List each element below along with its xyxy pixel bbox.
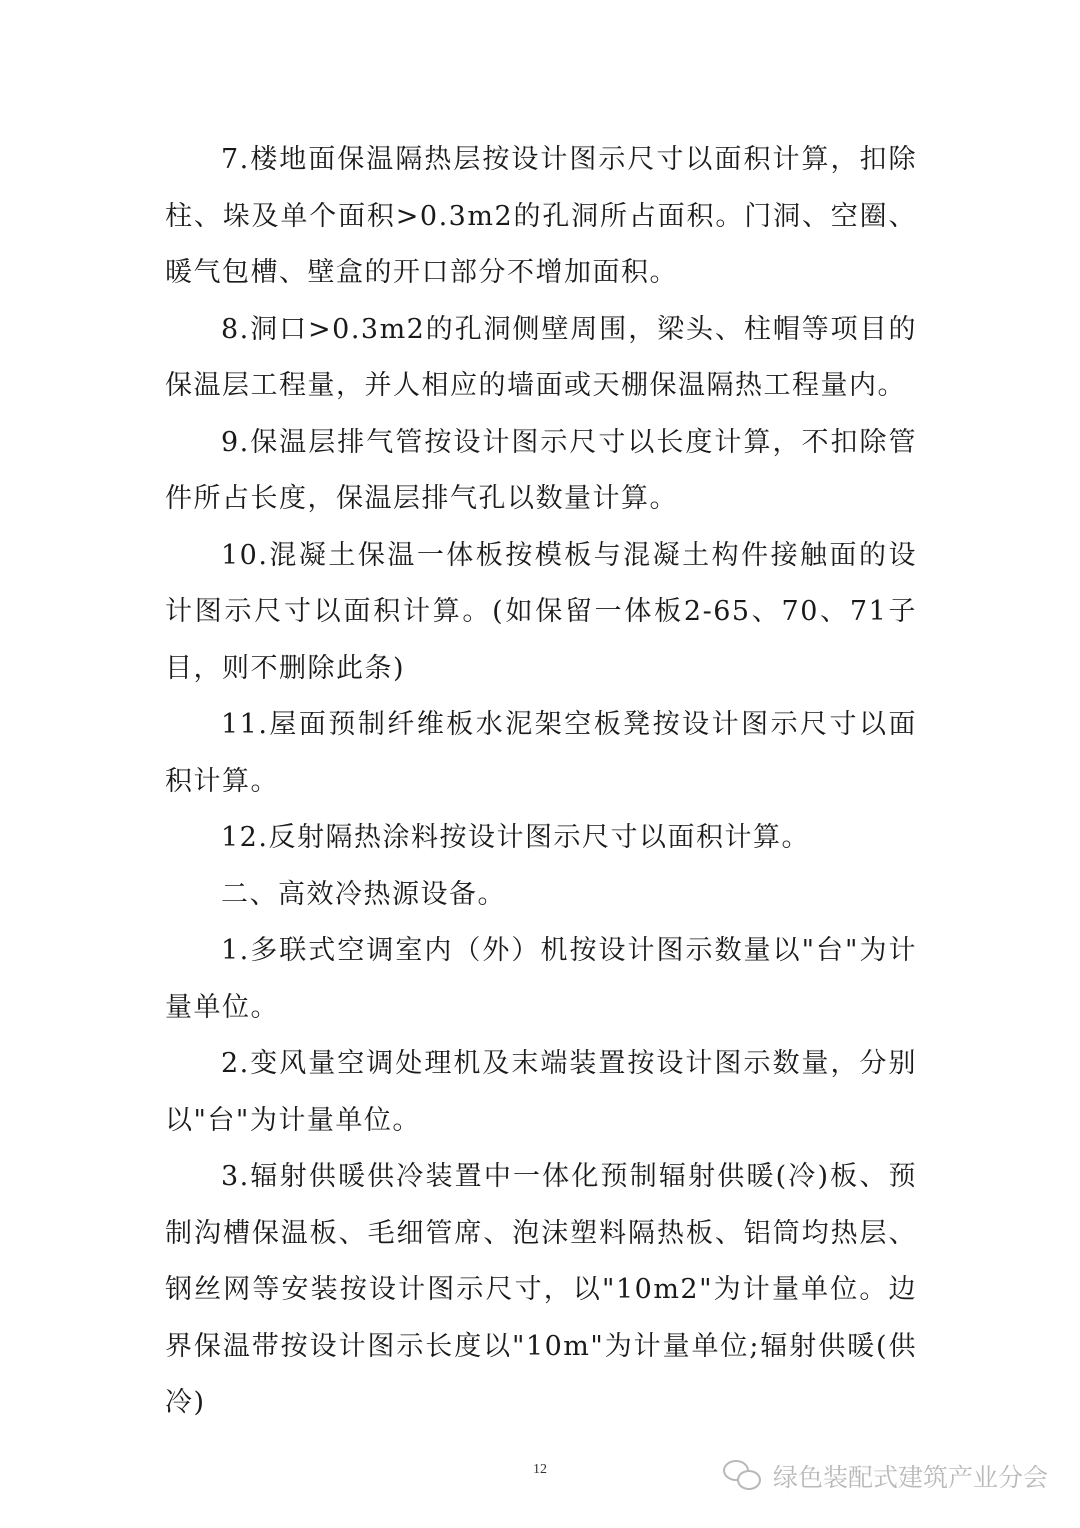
wechat-icon [723, 1458, 765, 1494]
paragraph-8: 8.洞口>0.3m2的孔洞侧壁周围，梁头、柱帽等项目的保温层工程量，并人相应的墙面或天棚保温隔热工程量内。 [165, 313, 917, 401]
watermark [723, 1458, 1048, 1494]
page-number: 12 [533, 1462, 547, 1477]
section-heading-2: 二、高效冷热源设备。 [221, 878, 506, 910]
page-body [165, 132, 917, 1432]
paragraph-11: 11.屋面预制纤维板水泥架空板凳按设计图示尺寸以面积计算。 [165, 709, 917, 797]
paragraph-s2-3: 3.辐射供暖供冷装置中一体化预制辐射供暖(冷)板、预制沟槽保温板、毛细管席、泡沫塑料隔热板、铝筒均热层、钢丝网等安装按设计图示尺寸，以"10m2"为计量单位。边界保温带按设计图示长度以"10m"为计量单位;辐射供暖(供冷) [165, 1161, 917, 1418]
paragraph-7: 7.楼地面保温隔热层按设计图示尺寸以面积计算，扣除柱、垛及单个面积>0.3m2的孔洞所占面积。门洞、空圈、暖气包槽、壁盒的开口部分不增加面积。 [165, 144, 917, 288]
paragraph-s2-2: 2.变风量空调处理机及末端装置按设计图示数量，分别以"台"为计量单位。 [165, 1048, 917, 1136]
paragraph-9: 9.保温层排气管按设计图示尺寸以长度计算，不扣除管件所占长度，保温层排气孔以数量计算。 [165, 426, 917, 514]
paragraph-10: 10.混凝土保温一体板按模板与混凝土构件接触面的设计图示尺寸以面积计算。(如保留一体板2-65、70、71子目，则不删除此条) [165, 539, 917, 684]
watermark-text: 绿色装配式建筑产业分会 [772, 1463, 1048, 1492]
paragraph-12: 12.反射隔热涂料按设计图示尺寸以面积计算。 [221, 822, 810, 853]
paragraph-s2-1: 1.多联式空调室内（外）机按设计图示数量以"台"为计量单位。 [165, 935, 917, 1023]
